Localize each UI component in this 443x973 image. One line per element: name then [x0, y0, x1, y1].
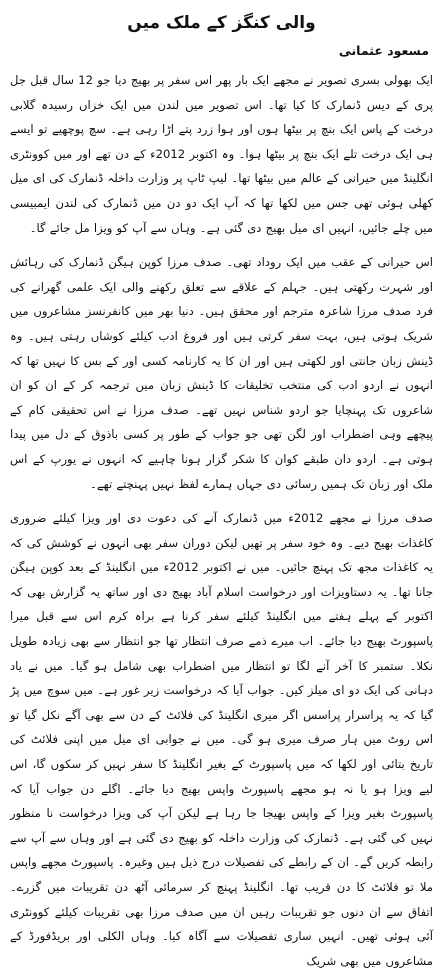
article-title: والی کنگز کے ملک میں — [127, 13, 316, 33]
paragraph-2: اس حیرانی کے عقب میں ایک روداد تھی۔ صدف مرزا کوپن ہیگن ڈنمارک کی رہائش اور شہرت رکھتی ہیں۔ جہلم کے علاقے سے تعلق رکھنے والی ایک علمی گھرانے کی فرد صدف مرزا شاعرہ مترجم اور محقق ہیں۔ دنیا بھر میں کانفرنسز مشاعروں میں شریک ہوتی ہیں، بہت سفر کرتی ہیں اور فروغ ادب کیلئے کوشاں رہتی ہیں۔ وہ ڈینش زبان جانتی اور لکھتی ہیں اور ان کا یہ کارنامہ کسی اور کے بس کا نہیں تھا کہ انہوں نے اردو ادب کی منتخب تخلیقات کا ڈینش زبان میں ترجمہ کر کے ان کو ان شاعروں تک پہنچایا جو اردو شناس نہیں تھے۔ صدف مرزا نے اس تحقیقی کام کے پیچھے وہی اضطراب اور لگن تھی جو جواب کے طور پر کسی باذوق کے دل میں پیدا ہوتی ہے۔ اردو دان طبقے کوان کا شکر گزار ہونا چاہیے کہ انہوں نے یورپ کے اس ملک اور زبان تک ہمیں رسائی دی جہاں ہمارے لفظ نہیں پہنچتے تھے۔ — [10, 255, 433, 491]
author-name: مسعود عثمانی — [338, 43, 429, 58]
paragraph-3: صدف مرزا نے مجھے 2012ء میں ڈنمارک آنے کی دعوت دی اور ویزا کیلئے ضروری کاغذات بھیج دیے۔ وہ خود سفر پر تھیں لیکن دوران سفر بھی انہوں نے کوشش کی کہ یہ کاغذات مجھ تک پہنچ جائیں۔ میں نے اکتوبر 2012ء میں انگلینڈ کے بعد کوپن ہیگن جانا تھا۔ یہ دستاویزات اور درخواست اسلام آباد بھیج دی اور ساتھ یہ گزارش بھی کہ اکتوبر کے پہلے ہفتے میں انگلینڈ کیلئے سفر کرنا ہے براہ کرم اس سے قبل میرا پاسپورٹ بھیج دیا جائے۔ اب میرے ذمے صرف انتظار تھا جو انتظار سے بھی زیادہ طویل نکلا۔ ستمبر کا آخر آنے لگا تو انتظار میں اضطراب بھی شامل ہو گیا۔ میں نے یاد دہانی کی ایک دو ای میلز کیں۔ جواب آیا کہ درخواست زیر غور ہے۔ میں سوچ میں پڑ گیا کہ یہ پراسرار پراسس اگر میری انگلینڈ کی فلائٹ کے دن سے بھی آگے نکل گیا تو اس روٹ میں ہار صرف میری ہو گی۔ میں نے جوابی ای میل میں اپنی فلائٹ کی تاریخ بتائی اور لکھا کہ میں پاسپورٹ کے بغیر انگلینڈ کا سفر نہیں کر سکوں گا، اس لیے ویزا ہو یا نہ ہو مجھے پاسپورٹ واپس بھیج دیا جائے۔ اگلے دن جواب آیا کہ پاسپورٹ بغیر ویزا کے واپس بھیجا جا رہا ہے لیکن آپ کی ویزا درخواست نا منظور نہیں کی گئی ہے۔ ڈنمارک کی وزارت داخلہ کو بھیج دی گئی ہے اور وہاں سے آپ سے رابطہ کریں گے۔ ان کے رابطے کی تفصیلات درج ذیل ہیں وغیرہ۔ پاسپورٹ مجھے واپس ملا تو فلائٹ کا دن قریب تھا۔ انگلینڈ پہنچ کر سرمائی آٹھ دن تقریبات میں گزرے۔ اتفاق سے ان دنوں جو تقریبات رہیں ان میں صدف مرزا بھی تقریبات کیلئے کوونٹری آئی ہوئی تھیں۔ انہیں ساری تفصیلات سے آگاہ کیا۔ وہاں الکلی اور بریڈفورڈ کے مشاعروں میں بھی شریک — [10, 511, 433, 968]
paragraph-1: ایک بھولی بسری تصویر نے مجھے ایک بار پھر اس سفر پر بھیج دیا جو 12 سال قبل جل پری کے دیس ڈنمارک کا کیا تھا۔ اس تصویر میں لندن میں ایک خزاں رسیدہ گلابی درخت کے پاس ایک بنچ پر بیٹھا ہوں اور ہوا زرد پتے اڑا رہی ہے۔ سچ پوچھیے تو ایسے ہی ایک درخت تلے ایک بنچ پر بیٹھا ہوا۔ وہ اکتوبر 2012ء کے دن تھے اور میں کوونٹری انگلینڈ میں حیرانی کے عالم میں بیٹھا تھا۔ لیپ ٹاپ پر وزارت داخلہ ڈنمارک کی ای میل کھلی ہوئی تھی جس میں لکھا تھا کہ آپ ایک دو دن میں ڈنمارک کی لندن ایمبیسی میں چلے جائیں، انہیں ای میل بھیج دی گئی ہے۔ وہاں سے آپ کو ویزا مل جائے گا۔ — [10, 73, 433, 235]
